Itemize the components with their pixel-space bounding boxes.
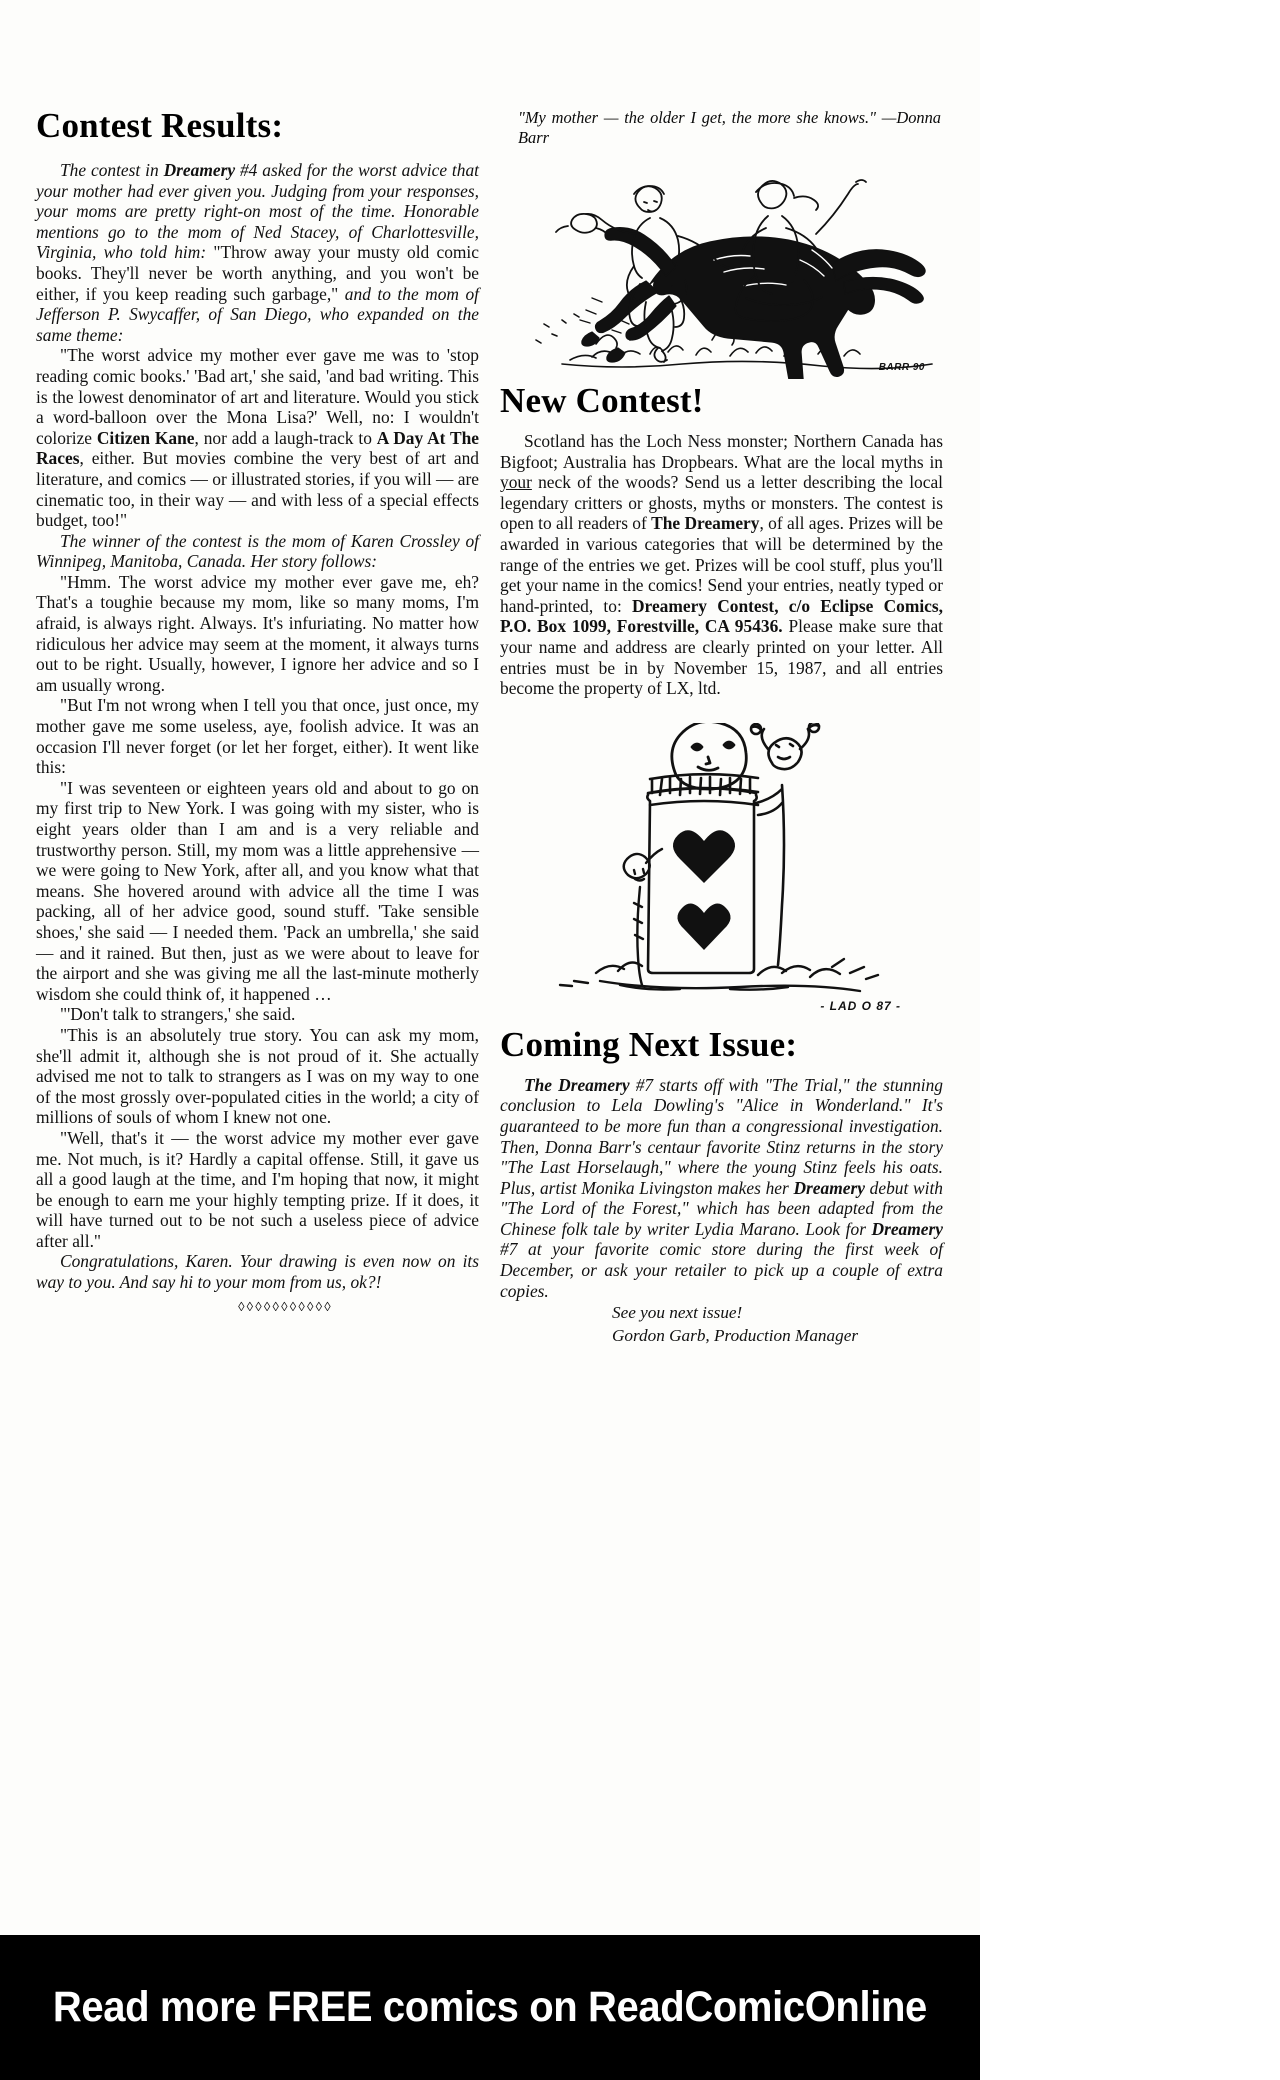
page-right-margin [980,0,1280,2080]
coming-next-issue-heading: Coming Next Issue: [500,1024,798,1064]
winner-story-paragraph: "But I'm not wrong when I tell you that once, just once, my mother gave me some useless, aye, foolish advice. It was an occasion I'll never forget (or let her forget, either). It went like this: [36,695,479,778]
coming-next-issue-paragraph: The Dreamery #7 starts off with "The Trial," the stunning conclusion to Lela Dowling's "Alice in Wonderland." It's guaranteed to be more fun than a congressional investigation. Then, Donna Barr's centaur favorite Stinz returns in the story "The Last Horselaugh," where the young Stinz feels his oats. Plus, artist Monika Livingston makes her Dreamery debut with "The Lord of the Forest," which has been adapted from the Chinese folk tale by writer Lydia Marano. Look for Dreamery #7 at your favorite comic store during the first week of December, or ask your retailer to pick up a couple of extra copies. [500,1074,943,1301]
diamond-ornament: ◊◊◊◊◊◊◊◊◊◊◊ [238,1298,333,1314]
banner-text: Read more FREE comics on ReadComicOnline [52,1983,927,2031]
horse-illustration-signature: BARR 90 [878,362,925,373]
contest-intro-paragraph: The contest in Dreamery #4 asked for the worst advice that your mother had ever given you. Judging from your responses, your moms are pretty right-on most of the time. Honorable mentions go to the mom of Ned Stacey, of Charlottesville, Virginia, who told him: "Throw away your musty old comic books. They'll never be worth anything, and you won't be either, if you keep reading such garbage," and to the mom of Jefferson P. Swycaffer, of San Diego, who expanded on the same theme: [36,160,480,345]
playing-card-illustration [500,723,943,1023]
winner-story-paragraph: "I was seventeen or eighteen years old and about to go on my first trip to New York. I was going with my sister, who is eight years older than I am and is a very reliable and trustworthy person. Still, my mom was a little apprehensive — we were going to New York, after all, and you know what that means. She hovered around with advice all the time I was packing, all of her advice good, sound stuff. 'Take sensible shoes,' she said — I needed them. 'Pack an umbrella,' she said — and it rained. But then, just as we were about to leave for the airport and she was giving me all the last-minute motherly wisdom she could think of, it happened … [36,777,479,1004]
winner-story-paragraph: "Well, that's it — the worst advice my mother ever gave me. Not much, is it? Hardly a capital offense. Still, it gave us all a good laugh at the time, and I'm hoping that now, it might be enough to earn me your highly tempting prize. If it does, it will have turned out to be not such a useless piece of advice after all." [36,1127,479,1251]
right-column [500,108,943,1346]
contest-results-heading: Contest Results: [36,106,284,145]
left-column [36,108,479,1313]
signoff-line-2: Gordon Garb, Production Manager [612,1325,859,1345]
card-illustration-signature: - LAD O 87 - [820,998,901,1013]
winner-intro-paragraph: The winner of the contest is the mom of Karen Crossley of Winnipeg, Manitoba, Canada. Her story follows: [36,530,479,572]
swycaffer-quote-paragraph: "The worst advice my mother ever gave me was to 'stop reading comic books.' 'Bad art,' she said, 'and bad writing. This is the lowest denominator of art and literature. Would you stick a word-balloon over the Mona Lisa?' Well, no: I wouldn't colorize Citizen Kane, nor add a laugh-track to A Day At The Races, either. But movies combine the very best of art and literature, and comics — or illustrated stories, if you will — are cinematic too, in their way — and with less of a special effects budget, too!" [36,345,479,531]
winner-story-paragraph: "'Don't talk to strangers,' she said. [60,1004,296,1025]
horse-rider-illustration [500,164,943,379]
card-character-drawing [500,723,943,1023]
horse-rider-drawing [500,164,943,379]
closing-congratulations-paragraph: Congratulations, Karen. Your drawing is even now on its way to you. And say hi to your mom from us, ok?! [36,1251,479,1293]
winner-story [36,572,479,1252]
winner-story-paragraph: "This is an absolutely true story. You can ask my mom, she'll admit it, although she is not proud of it. She actually advised me not to talk to strangers as I was on my way to one of the most grossly over-populated cities in the world; a city of millions of souls of whom I knew not one. [36,1024,479,1128]
winner-story-paragraph: "Hmm. The worst advice my mother ever gave me, eh? That's a toughie because my mom, like so many moms, I'm afraid, is always right. Always. It's infuriating. No matter how ridiculous her advice may seem at the moment, it always turns out to be right. Usually, however, I ignore her advice and so I am usually wrong. [36,571,479,695]
new-contest-paragraph: Scotland has the Loch Ness monster; Northern Canada has Bigfoot; Australia has Dropbears. What are the local myths in your neck of the woods? Send us a letter describing the local legendary critters or ghosts, myths or monsters. The contest is open to all readers of The Dreamery, of all ages. Prizes will be awarded in various categories that will be determined by the range of the entries we get. Prizes will be cool stuff, plus you'll get your name in the comics! Send your entries, neatly typed or hand-printed, to: Dreamery Contest, c/o Eclipse Comics, P.O. Box 1099, Forestville, CA 95436. Please make sure that your name and address are clearly printed on your letter. All entries must be in by November 15, 1987, and all entries become the property of LX, ltd. [500,431,944,699]
readcomiconline-banner [0,1935,980,2080]
signoff-line-1: See you next issue! [612,1303,743,1323]
donna-barr-epigraph: "My mother — the older I get, the more she knows." —Donna Barr [518,108,941,147]
new-contest-heading: New Contest! [500,381,704,420]
